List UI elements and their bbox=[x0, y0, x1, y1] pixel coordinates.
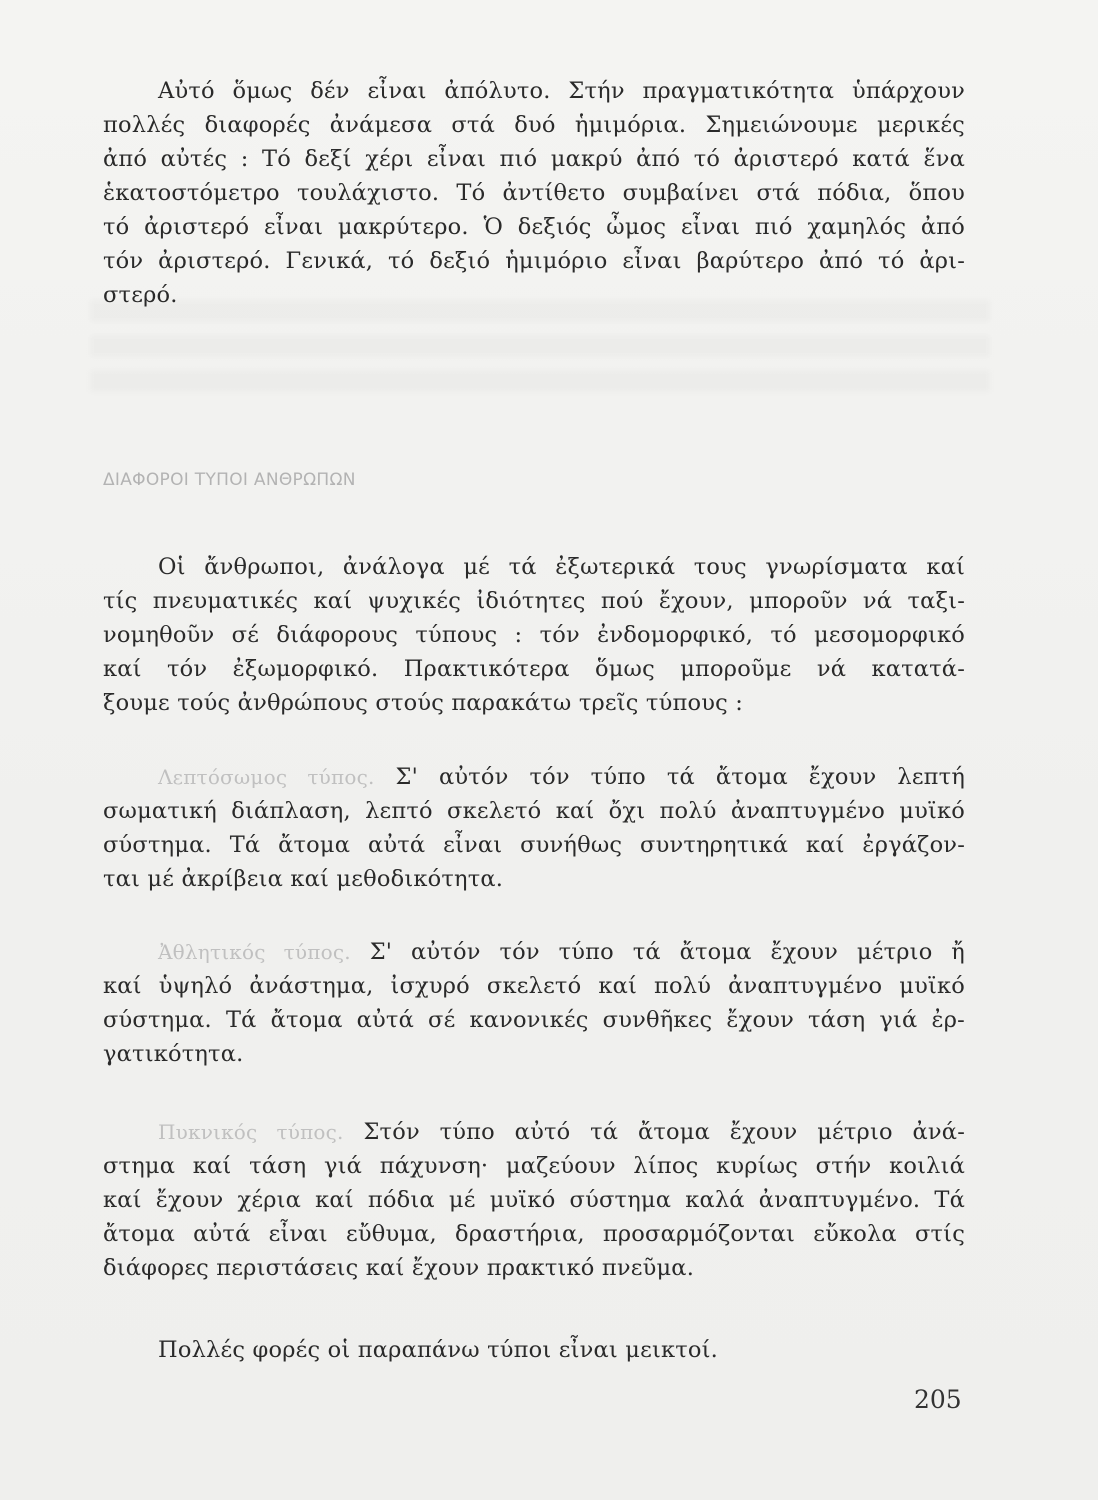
text-line bbox=[103, 760, 965, 794]
types-intro-paragraph bbox=[103, 550, 965, 720]
text-line: ται μέ ἀκρίβεια καί μεθοδικότητα. bbox=[103, 866, 504, 892]
text-line: καί ὑψηλό ἀνάστημα, ἰσχυρό σκελετό καί πολύ ἀναπτυγμένο μυϊκό bbox=[103, 973, 965, 999]
text-line: τόν ἀριστερό. Γενικά, τό δεξιό ἡμιμόριο εἶναι βαρύτερο ἀπό τό ἀρι- bbox=[103, 248, 965, 274]
text-line: γατικότητα. bbox=[103, 1041, 244, 1067]
text-line: ξουμε τούς ἀνθρώπους στούς παρακάτω τρεῖς τύπους : bbox=[103, 690, 743, 716]
text-line: νομηθοῦν σέ διάφορους τύπους : τόν ἐνδομορφικό, τό μεσομορφικό bbox=[103, 622, 965, 648]
lean-type-first-line: Σ' αὐτόν τόν τύπο τά ἄτομα ἔχουν λεπτή bbox=[395, 764, 965, 790]
lean-type-label: Λεπτόσωμος τύπος. bbox=[158, 765, 375, 789]
text-line: ἀπό αὐτές : Τό δεξί χέρι εἶναι πιό μακρύ ἀπό τό ἀριστερό κατά ἕνα bbox=[103, 146, 965, 172]
text-line: σωματική διάπλαση, λεπτό σκελετό καί ὄχι πολύ ἀναπτυγμένο μυϊκό bbox=[103, 798, 965, 824]
intro-paragraph bbox=[103, 74, 965, 312]
text-line: σύστημα. Τά ἄτομα αὐτά σέ κανονικές συνθῆκες ἔχουν τάση γιά ἐρ- bbox=[103, 1007, 965, 1033]
pyknic-type-label: Πυκνικός τύπος. bbox=[158, 1120, 344, 1144]
athletic-type-first-line: Σ' αὐτόν τόν τύπο τά ἄτομα ἔχουν μέτριο ἤ bbox=[369, 939, 965, 965]
text-line: Αὐτό ὅμως δέν εἶναι ἀπόλυτο. Στήν πραγματικότητα ὑπάρχουν bbox=[158, 78, 965, 104]
text-line: ἑκατοστόμετρο τουλάχιστο. Τό ἀντίθετο συμβαίνει στά πόδια, ὅπου bbox=[103, 180, 965, 206]
pyknic-type-first-line: Στόν τύπο αὐτό τά ἄτομα ἔχουν μέτριο ἀνά- bbox=[363, 1119, 966, 1145]
lean-type-paragraph bbox=[103, 760, 965, 896]
text-line: στερό. bbox=[103, 282, 178, 308]
show-through-shadow bbox=[90, 370, 990, 392]
text-line: σύστημα. Τά ἄτομα αὐτά εἶναι συνήθως συντηρητικά καί ἐργάζον- bbox=[103, 832, 965, 858]
text-line: τό ἀριστερό εἶναι μακρύτερο. Ὁ δεξιός ὦμος εἶναι πιό χαμηλός ἀπό bbox=[103, 214, 965, 240]
athletic-type-paragraph bbox=[103, 935, 965, 1071]
text-line: καί τόν ἐξωμορφικό. Πρακτικότερα ὅμως μποροῦμε νά κατατά- bbox=[103, 656, 965, 682]
text-line: πολλές διαφορές ἀνάμεσα στά δυό ἡμιμόρια. Σημειώνουμε μερικές bbox=[103, 112, 965, 138]
text-line: καί ἔχουν χέρια καί πόδια μέ μυϊκό σύστημα καλά ἀναπτυγμένο. Τά bbox=[103, 1187, 965, 1213]
show-through-shadow bbox=[90, 335, 990, 357]
section-heading: ΔΙΑΦΟΡΟΙ ΤΥΠΟΙ ΑΝΘΡΩΠΩΝ bbox=[103, 470, 356, 490]
text-line: ἄτομα αὐτά εἶναι εὔθυμα, δραστήρια, προσαρμόζονται εὔκολα στίς bbox=[103, 1221, 965, 1247]
text-line: στημα καί τάση γιά πάχυνση· μαζεύουν λίπος κυρίως στήν κοιλιά bbox=[103, 1153, 965, 1179]
text-line: διάφορες περιστάσεις καί ἔχουν πρακτικό πνεῦμα. bbox=[103, 1255, 695, 1281]
text-line: Πολλές φορές οἱ παραπάνω τύποι εἶναι μεικτοί. bbox=[158, 1337, 719, 1363]
page-number: 205 bbox=[914, 1385, 962, 1414]
text-line bbox=[103, 935, 965, 969]
text-line bbox=[103, 1115, 965, 1149]
closing-paragraph bbox=[103, 1333, 965, 1367]
text-line: τίς πνευματικές καί ψυχικές ἰδιότητες πού ἔχουν, μποροῦν νά ταξι- bbox=[103, 588, 965, 614]
pyknic-type-paragraph bbox=[103, 1115, 965, 1285]
athletic-type-label: Ἀθλητικός τύπος. bbox=[158, 940, 351, 964]
text-line: Οἱ ἄνθρωποι, ἀνάλογα μέ τά ἐξωτερικά τους γνωρίσματα καί bbox=[158, 554, 965, 580]
